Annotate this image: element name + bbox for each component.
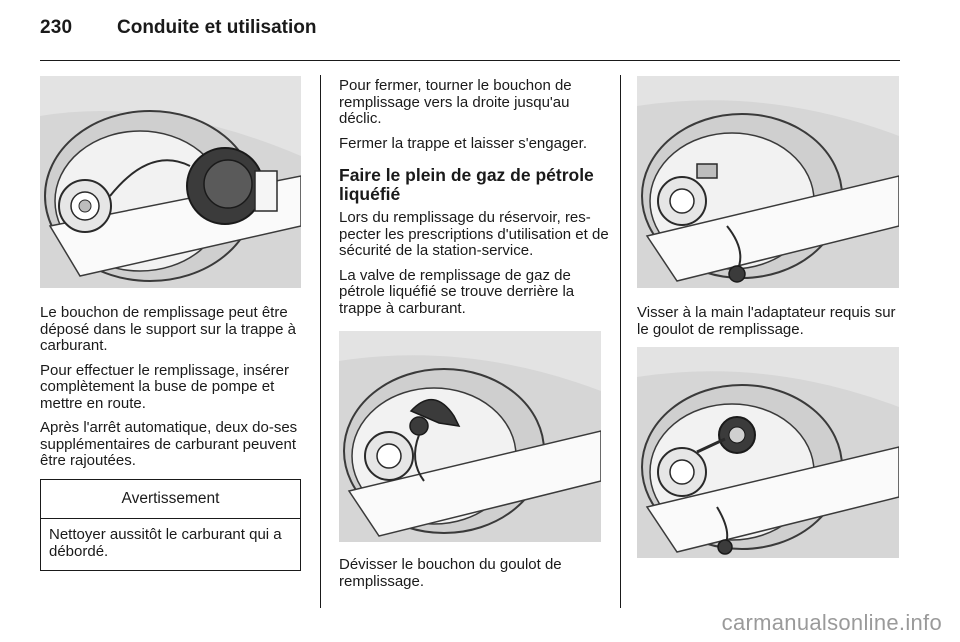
paragraph: Pour fermer, tourner le bouchon de remplissage vers la droite jusqu'au déclic. xyxy=(339,77,572,127)
col1-text xyxy=(40,305,308,478)
warning-box xyxy=(40,479,301,571)
paragraph: Lors du remplissage du réservoir, res-pecter les prescriptions d'utilisation et de sécurité de la station-service. xyxy=(339,209,609,259)
paragraph: Fermer la trappe et laisser s'engager. xyxy=(339,134,587,152)
figure-adapter-installed xyxy=(637,347,899,558)
section-heading: Faire le plein de gaz de pétrole liquéfié xyxy=(339,165,594,204)
col3-caption-top xyxy=(637,305,905,346)
illustration-adapter-screwed xyxy=(637,347,899,558)
col2-text-top xyxy=(339,78,609,160)
paragraph: Après l'arrêt automatique, deux do-ses supplémentaires de carburant peuvent être rajoutées. xyxy=(40,419,298,469)
illustration-unscrew-cap xyxy=(339,331,601,542)
column-divider-left xyxy=(320,75,321,608)
paragraph: Pour effectuer le remplissage, insérer complètement la buse de pompe et mettre en route. xyxy=(40,361,290,412)
watermark: carmanualsonline.info xyxy=(721,610,942,635)
illustration-fuel-cap-holder xyxy=(40,76,301,288)
figure-unscrew-cap xyxy=(339,331,601,542)
figure-caption: Dévisser le bouchon du goulot de remplissage. xyxy=(339,556,562,590)
warning-text: Nettoyer aussitôt le carburant qui a débordé. xyxy=(49,526,282,560)
figure-fuel-cap-holder xyxy=(40,76,301,288)
illustration-valve-open xyxy=(637,76,899,288)
paragraph: Le bouchon de remplissage peut être déposé dans le support sur la trappe à carburant. xyxy=(40,304,297,354)
figure-caption: Visser à la main l'adaptateur requis sur le goulot de remplissage. xyxy=(637,304,896,338)
warning-title: Avertissement xyxy=(41,480,300,519)
figure-adapter-removed xyxy=(637,76,899,288)
page-number: 230 xyxy=(40,17,73,38)
col2-text-middle xyxy=(339,210,609,325)
paragraph: La valve de remplissage de gaz de pétrole liquéfié se trouve derrière la trappe à carburant. xyxy=(339,266,575,317)
header-rule xyxy=(40,60,900,61)
col2-caption xyxy=(339,557,609,598)
column-divider-right xyxy=(620,75,621,608)
page-title: Conduite et utilisation xyxy=(117,17,317,38)
